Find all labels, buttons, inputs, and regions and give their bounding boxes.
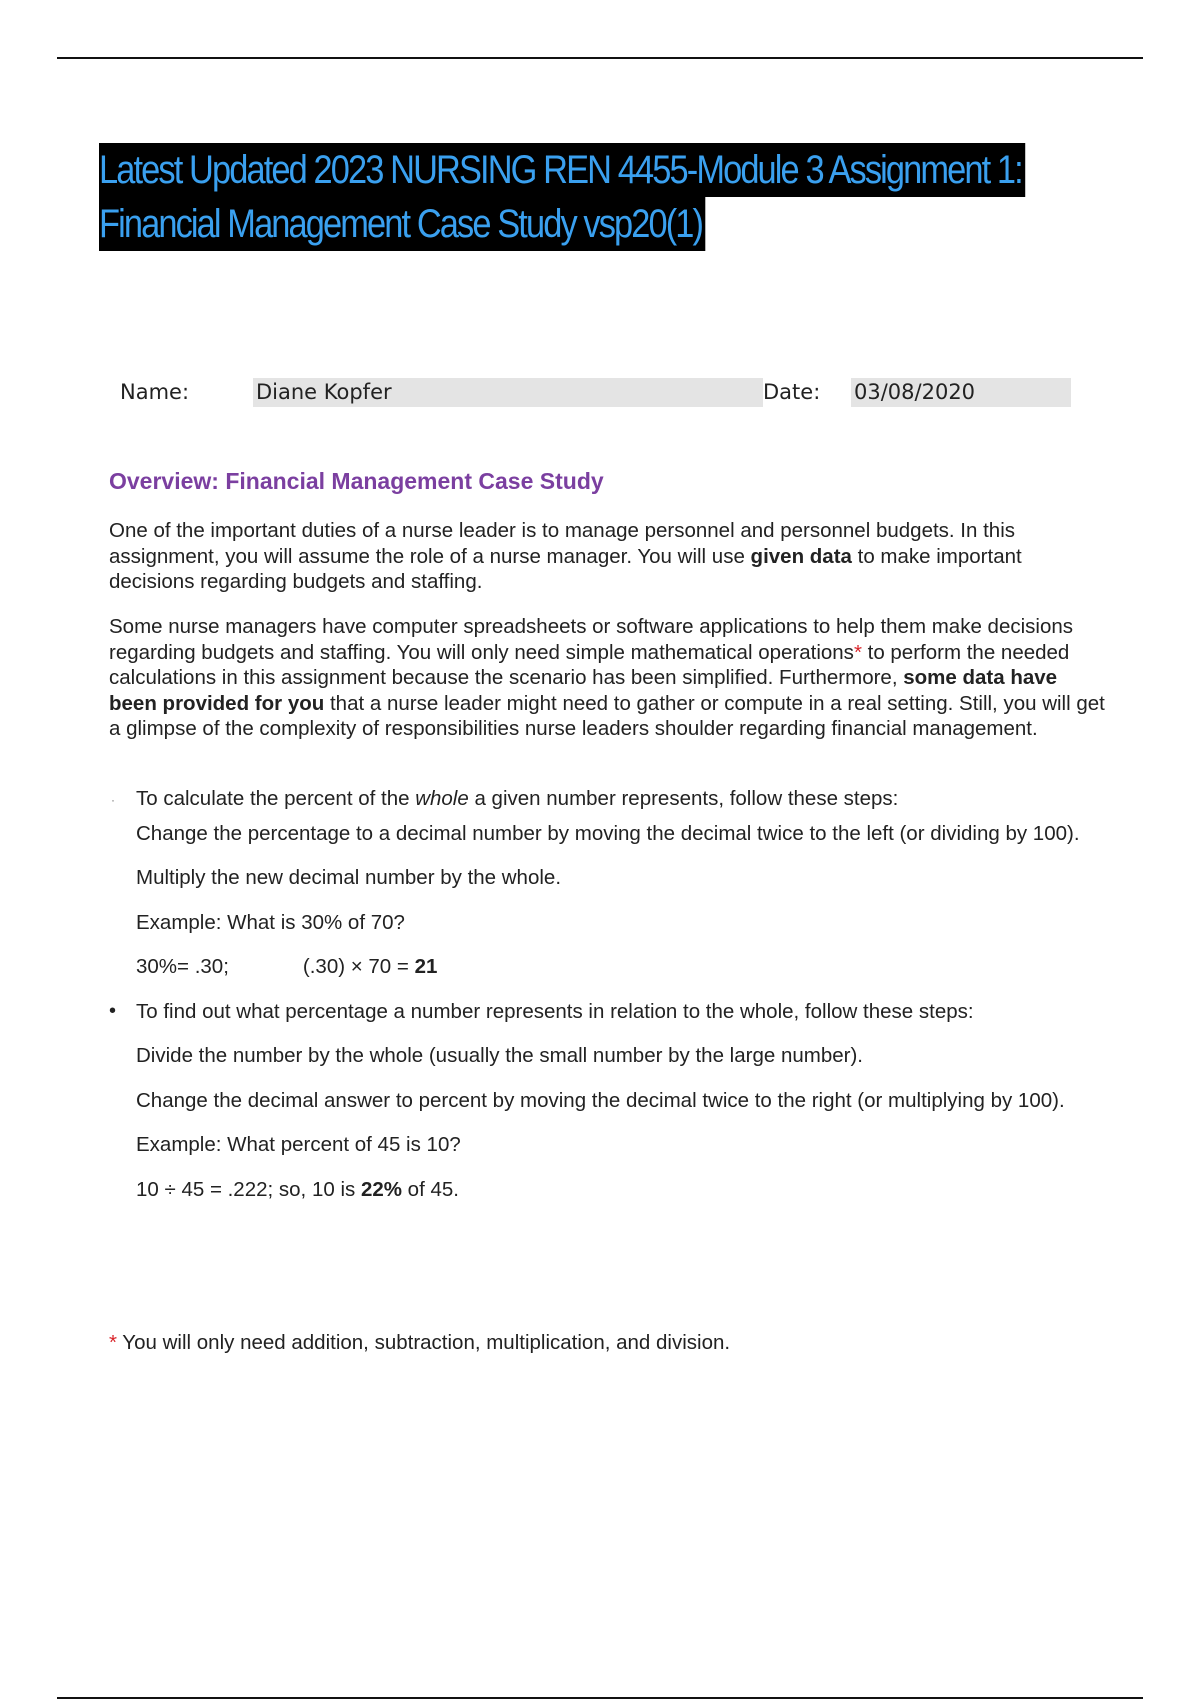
overview-heading: Overview: Financial Management Case Study: [109, 468, 604, 494]
document-title: [99, 143, 1099, 251]
bullet2-example: Example: What percent of 45 is 10?: [136, 1133, 461, 1156]
bullet-marker: •: [109, 999, 117, 1022]
bullet1-step2: Multiply the new decimal number by the whole.: [136, 866, 562, 889]
date-field: 03/08/2020: [851, 378, 1071, 407]
bullet1-calc: [136, 954, 1106, 980]
date-label: Date:: [763, 380, 821, 404]
title-line-1: Latest Updated 2023 NURSING REN 4455-Module 3 Assignment 1:: [99, 143, 1025, 197]
bullet1-calc-b: (.30) × 70 =: [302, 955, 415, 978]
context-bold: some data have been provided for you: [109, 666, 1058, 715]
context-text-3: that a nurse leader might need to gather or compute in a real setting. Still, you will get a glimpse of the complexity of responsibilities nurse leaders shoulder regarding financial management.: [109, 691, 1105, 740]
context-paragraph: [109, 614, 1109, 742]
intro-text-1: One of the important duties of a nurse leader is to manage personnel and personnel budgets. In this assignment, you will assume the role of a nurse manager. You will use: [109, 519, 1015, 568]
bullet1-text-2: a given number represents, follow these steps:: [468, 787, 899, 810]
bullet2-intro: To find out what percentage a number represents in relation to the whole, follow these steps:: [136, 999, 974, 1023]
bullet2-calc-a: 10 ÷ 45 = .222; so, 10 is: [136, 1177, 361, 1201]
bullet1-step1: Change the percentage to a decimal number by moving the decimal twice to the left (or dividing by 100).: [136, 821, 1080, 845]
bullet2-step1: Divide the number by the whole (usually the small number by the large number).: [136, 1044, 863, 1067]
name-date-row: [0, 378, 1200, 408]
name-field: Diane Kopfer: [253, 378, 763, 407]
bullet1-italic: whole: [415, 787, 469, 810]
bullet1-text-1: To calculate the percent of the: [136, 787, 416, 810]
bullet2-calc: [136, 1177, 1106, 1203]
bullet1-calc-result: 21: [414, 955, 438, 978]
instruction-list: [109, 786, 1106, 1202]
bullet1-example: Example: What is 30% of 70?: [136, 910, 405, 934]
list-item: [111, 786, 1106, 812]
intro-bold: given data: [750, 544, 852, 568]
intro-text-2: to make important decisions regarding budgets and staffing.: [109, 544, 1022, 593]
footnote: [109, 1331, 730, 1355]
bullet-marker: ·: [111, 793, 115, 807]
footnote-asterisk: *: [853, 640, 862, 664]
bullet2-step2: Change the decimal answer to percent by moving the decimal twice to the right (or multiplying by 100).: [136, 1088, 1065, 1112]
bullet2-calc-result: 22%: [360, 1177, 402, 1201]
title-line-2: Financial Management Case Study vsp20(1): [99, 197, 706, 251]
context-text-1: Some nurse managers have computer spreadsheets or software applications to help them make decisions regarding budgets and staffing. You will only need simple mathematical operations: [109, 615, 1074, 664]
top-rule: [57, 57, 1143, 59]
list-item: [109, 999, 1106, 1025]
name-label: Name:: [120, 380, 190, 404]
footnote-text: You will only need addition, subtraction, multiplication, and division.: [116, 1331, 731, 1354]
bullet1-calc-a: 30%= .30;: [136, 955, 229, 978]
bullet2-calc-b: of 45.: [401, 1177, 459, 1201]
footnote-asterisk: *: [109, 1331, 117, 1354]
intro-paragraph: [109, 518, 1109, 595]
context-text-2: to perform the needed calculations in this assignment because the scenario has been simplified. Furthermore,: [109, 640, 1070, 689]
bottom-rule: [57, 1697, 1143, 1699]
